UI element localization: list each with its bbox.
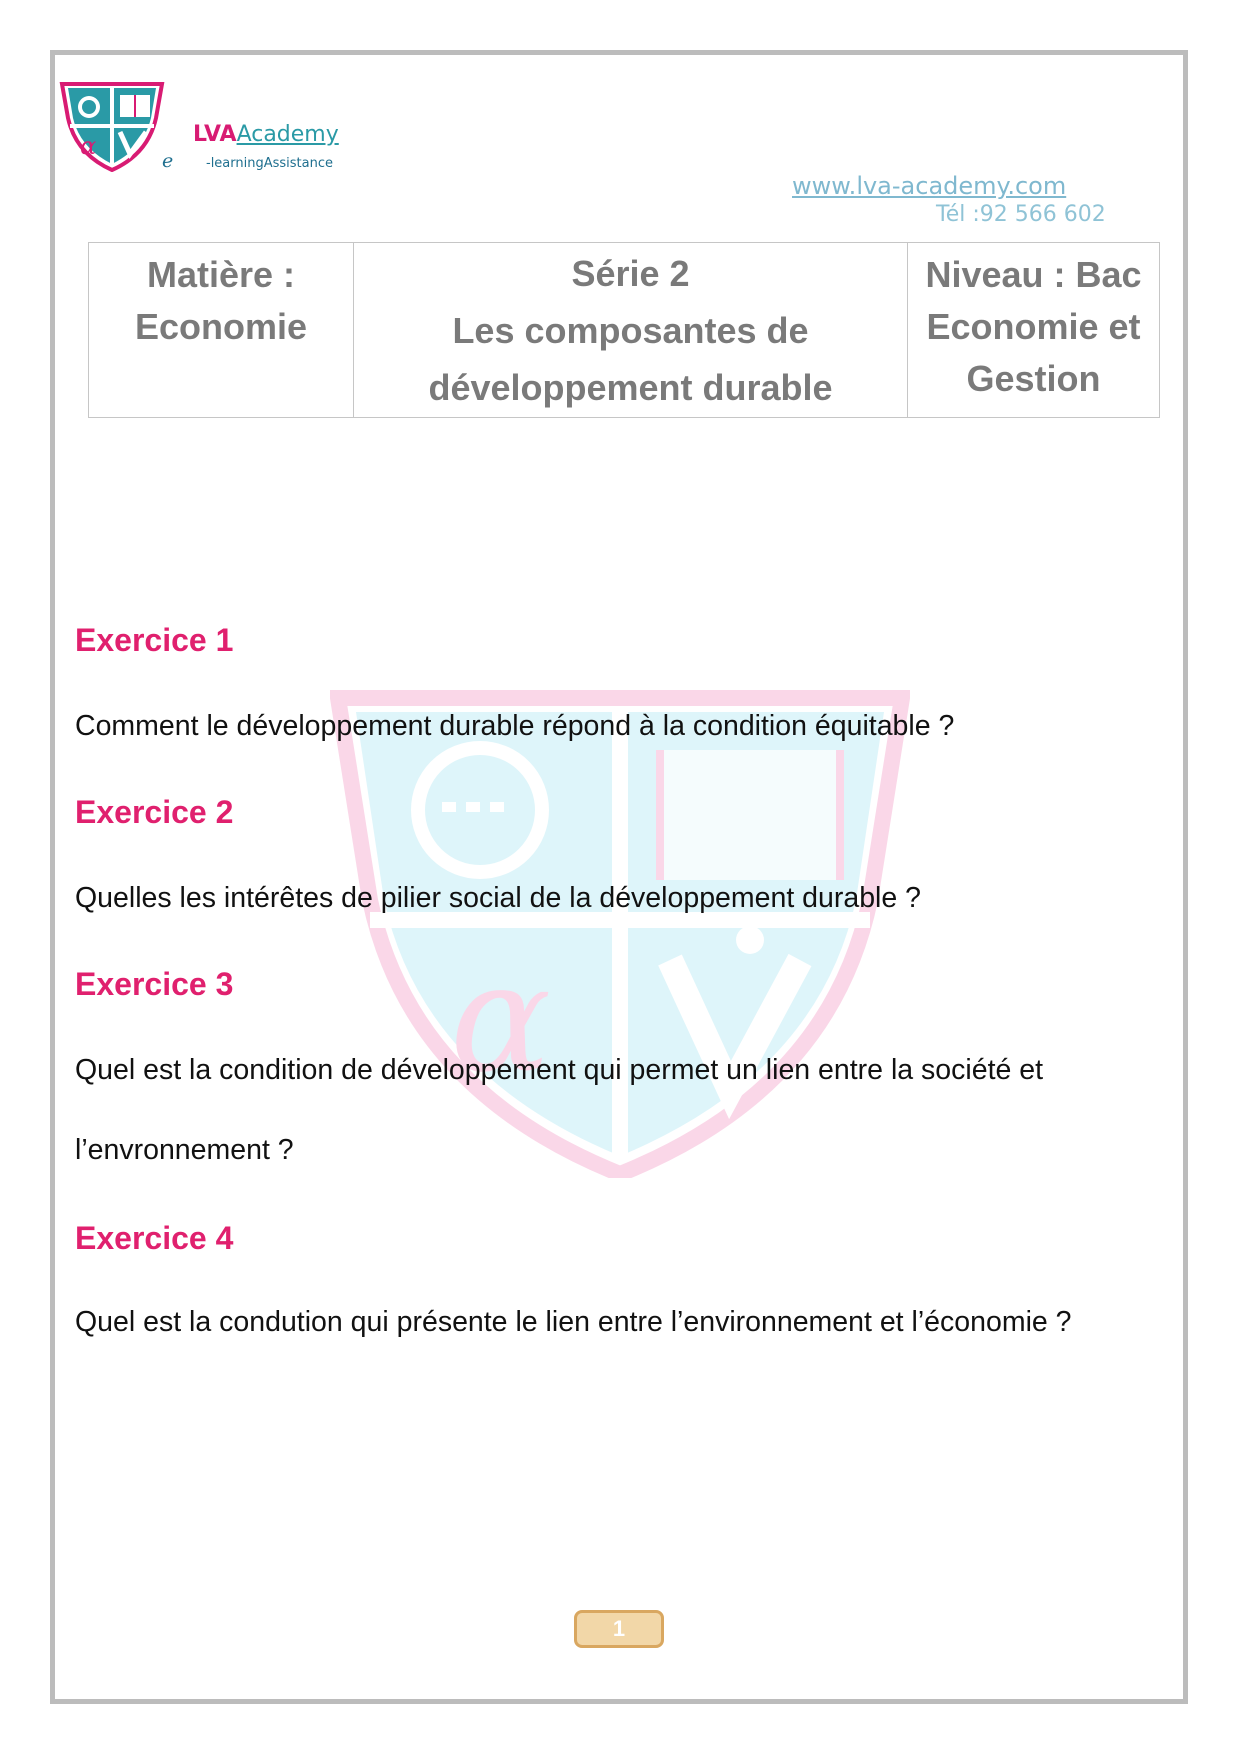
series-label: Série 2 — [571, 253, 690, 294]
brand-e-letter: e — [162, 150, 174, 172]
brand-lva: LVA — [193, 122, 237, 147]
level-cell — [908, 243, 1160, 418]
exercise-2-title: Exercice 2 — [75, 794, 234, 830]
info-table — [88, 242, 1160, 418]
level-line-1: Niveau : Bac — [925, 254, 1142, 295]
exercise-4-title: Exercice 4 — [75, 1220, 234, 1256]
exercise-1-question: Comment le développement durable répond à la condition équitable ? — [75, 710, 955, 742]
page-number-badge: 1 — [574, 1610, 664, 1648]
level-line-3: Gestion — [966, 358, 1101, 399]
brand-academy: Academy — [236, 122, 339, 147]
brand-name — [193, 122, 339, 147]
title-line-1: Les composantes de — [452, 310, 809, 351]
exercise-2-question: Quelles les intérêtes de pilier social de la développement durable ? — [75, 882, 922, 914]
svg-text:α: α — [80, 132, 97, 160]
title-line-2: développement durable — [428, 367, 833, 408]
subject-label: Matière : — [146, 254, 296, 295]
brand-tagline: -learningAssistance — [206, 156, 333, 171]
title-cell — [354, 243, 908, 418]
exercise-3-question-line-2: l’envronnement ? — [75, 1134, 294, 1166]
subject-value: Economie — [134, 306, 308, 347]
website-link[interactable]: www.lva-academy.com — [792, 172, 1067, 200]
exercise-3-title: Exercice 3 — [75, 966, 234, 1002]
lva-shield-watermark-icon — [330, 690, 910, 1178]
exercise-3-question-line-1: Quel est la condition de développement qui permet un lien entre la société et — [75, 1054, 1044, 1086]
phone-number: Tél :92 566 602 — [936, 202, 1106, 227]
exercise-1-title: Exercice 1 — [75, 622, 234, 658]
subject-cell — [89, 243, 354, 418]
svg-text:α: α — [450, 932, 552, 1106]
lva-shield-logo-icon — [58, 80, 166, 172]
level-line-2: Economie et — [926, 306, 1141, 347]
exercise-4-question: Quel est la condution qui présente le lien entre l’environnement et l’économie ? — [75, 1306, 1072, 1338]
